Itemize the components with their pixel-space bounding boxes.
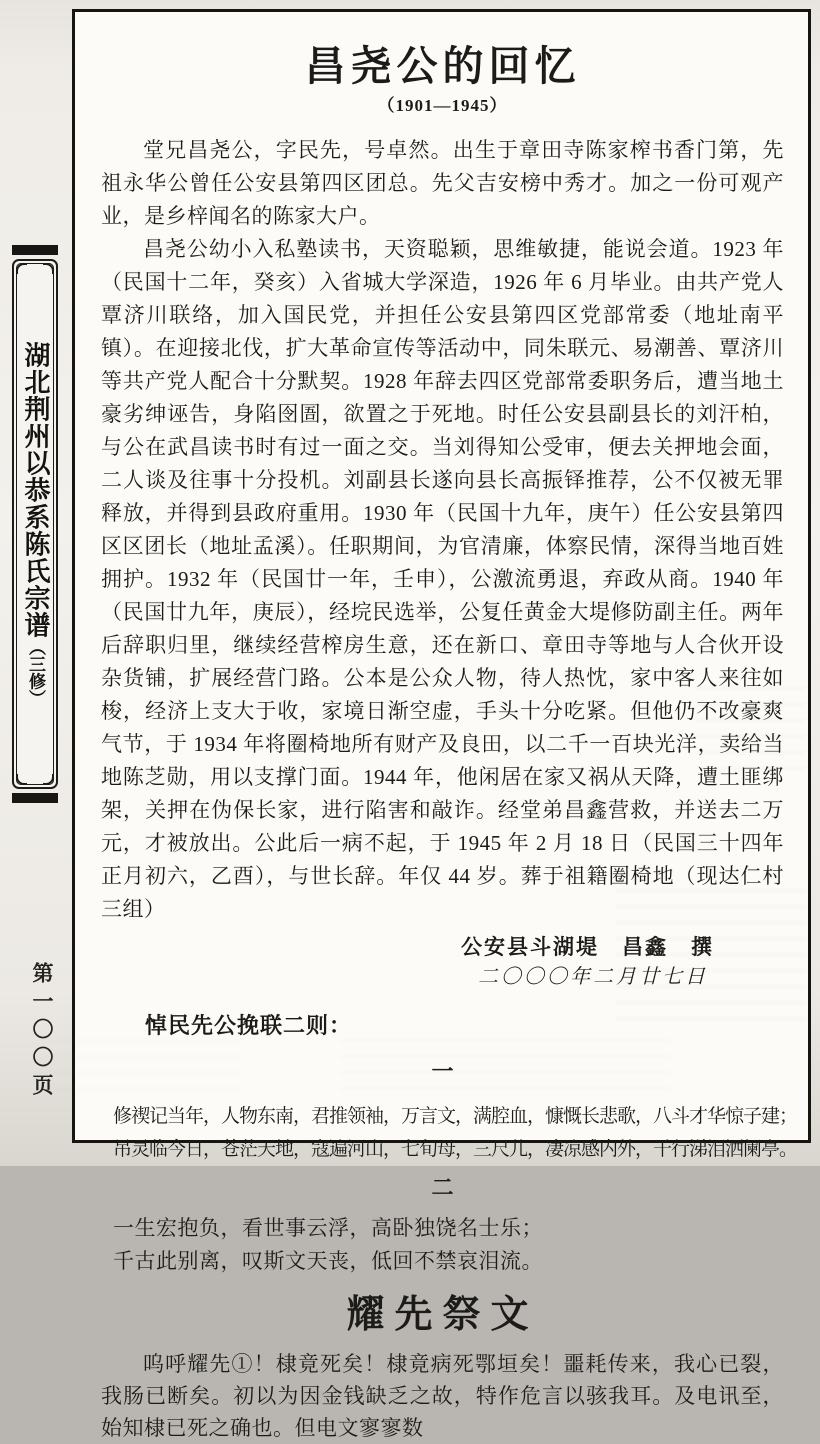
series-edition: （三修） <box>26 638 45 707</box>
elegy-couplet-one <box>101 1100 798 1166</box>
spine-ornamental-frame <box>12 259 58 789</box>
memoir-paragraph: 昌尧公幼小入私塾读书，天资聪颖，思维敏捷，能说会道。1923 年（民国十二年，癸亥）入省城大学深造，1926 年 6 月毕业。由共产党人覃济川联络，加入国民党，并担任公安县第四区党部常委（地址南平镇）。在迎接北伐，扩大革命宣传等活动中，同朱联元、易潮善、覃济川等共产党人配合十分默契。1928 年辞去四区党部常委职务后，遭当地土豪劣绅诬告，身陷囹圄，欲置之于死地。时任公安县副县长的刘汗柏，与公在武昌读书时有过一面之交。当刘得知公受审，便去关押地会面，二人谈及往事十分投机。刘副县长遂向县长高振铎推荐，公不仅被无罪释放，并得到县政府重用。1930 年（民国十九年，庚午）任公安县第四区区团长（地址孟溪）。任职期间，为官清廉，体察民情，深得当地百姓拥护。1932 年（民国廿一年，壬申），公激流勇退，弃政从商。1940 年（民国廿九年，庚辰），经垸民选举，公复任黄金大堤修防副主任。两年后辞职归里，继续经营榨房生意，还在新口、章田寺等地与人合伙开设杂货铺，扩展经营门路。公本是公众人物，待人热忱，家中客人来往如梭，经济上支大于收，家境日渐空虚，手头十分吃紧。但他仍不改豪爽气节，于 1934 年将圈椅地所有财产及良田，以二千一百块光洋，卖给当地陈芝勋，用以支撑门面。1944 年，他闲居在家又祸从天降，遭土匪绑架，关押在伪保长家，进行陷害和敲诈。经堂弟昌鑫营救，并送去二万元，才被放出。公此后一病不起，于 1945 年 2 月 18 日（民国三十四年正月初六，乙酉），与世长辞。年仅 44 岁。葬于祖籍圈椅地（现达仁村三组） <box>101 237 784 921</box>
series-title-main: 湖北荆州以恭系陈氏宗谱 <box>21 341 50 639</box>
eulogy-opening-paragraph: 呜呼耀先①！棣竟死矣！棣竟病死鄂垣矣！噩耗传来，我心已裂，我肠已断矣。初以为因金钱缺乏之故，特作危言以骇我耳。及电讯至，始知棣已死之确也。但电文寥寥数 <box>101 1352 784 1440</box>
written-date: 二〇〇〇年二月廿七日 <box>478 966 708 988</box>
memoir-paragraph: 堂兄昌尧公，字民先，号卓然。出生于章田寺陈家榨书香门第，先祖永华公曾任公安县第四区团总。先父吉安榜中秀才。加之一份可观产业，是乡梓闻名的陈家大户。 <box>101 138 784 228</box>
life-span: （1901—1945） <box>377 96 508 115</box>
author-signature: 公安县斗湖堤 昌鑫 撰 <box>461 935 714 959</box>
spine-banner <box>11 245 59 803</box>
memoir-title: 昌尧公的回忆 <box>304 43 581 89</box>
couplet-line: 吊灵临今日，苍茫天地，寇遍河山，七旬母，三尺儿，凄凉感内外，千行涕泪洒阑亭。 <box>113 1139 798 1160</box>
eulogy-title: 耀先祭文 <box>346 1294 539 1336</box>
signature-block <box>101 932 784 992</box>
content-frame <box>72 9 811 1440</box>
corner-ornament-icon <box>16 263 27 274</box>
elegy-section-heading: 悼民先公挽联二则： <box>145 1013 353 1038</box>
spine-bottom-bar <box>12 793 58 803</box>
elegy-couplet-two <box>101 1212 784 1278</box>
elegy-number-two: 二 <box>431 1175 454 1200</box>
genealogy-series-title <box>22 342 48 707</box>
page-number: 第一〇〇页 <box>30 962 54 1102</box>
spine-top-bar <box>12 245 58 255</box>
couplet-line: 修禊记当年，人物东南，君推领袖，万言文，满腔血，慷慨长悲歌，八斗才华惊子建； <box>113 1106 798 1127</box>
couplet-line: 千古此别离，叹斯文天丧，低回不禁哀泪流。 <box>113 1249 543 1273</box>
couplet-line: 一生宏抱负，看世事云浮，高卧独饶名士乐； <box>113 1216 543 1240</box>
elegy-number-one: 一 <box>431 1059 454 1084</box>
